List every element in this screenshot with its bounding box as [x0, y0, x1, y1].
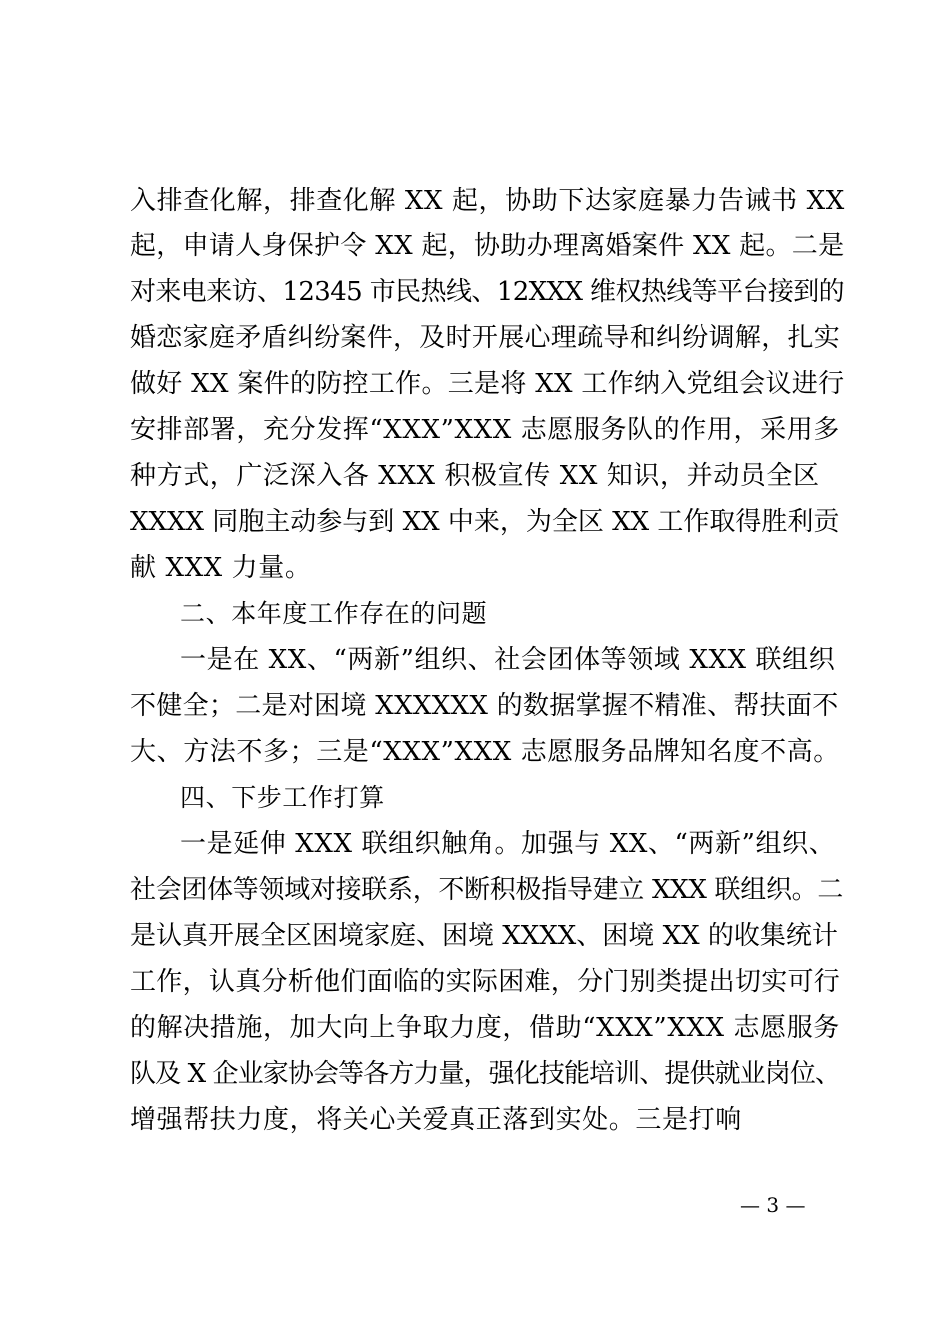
body-line: 不健全；二是对困境 XXXXXX 的数据掌握不精准、帮扶面不 — [130, 691, 839, 721]
body-line: 工作，认真分析他们面临的实际困难，分门别类提出切实可行 — [130, 967, 841, 997]
section-heading: 四、下步工作打算 — [180, 783, 385, 812]
body-line: 是认真开展全区困境家庭、困境 XXXX、困境 XX 的收集统计 — [130, 921, 838, 951]
body-line: 一是延伸 XXX 联组织触角。加强与 XX、“两新”组织、 — [180, 829, 836, 859]
body-line: 一是在 XX、“两新”组织、社会团体等领域 XXX 联组织 — [180, 645, 836, 675]
body-line: 增强帮扶力度，将关心关爱真正落到实处。三是打响 — [130, 1105, 742, 1135]
body-line: 入排查化解，排查化解 XX 起，协助下达家庭暴力告诫书 XX — [130, 186, 845, 216]
body-line: 做好 XX 案件的防控工作。三是将 XX 工作纳入党组会议进行 — [130, 369, 845, 399]
body-line: 的解决措施，加大向上争取力度，借助“XXX”XXX 志愿服务 — [130, 1013, 840, 1043]
body-line: 对来电来访、12345 市民热线、12XXX 维权热线等平台接到的 — [130, 277, 845, 307]
page-number: — 3 — — [740, 1193, 806, 1217]
body-line: 安排部署，充分发挥“XXX”XXX 志愿服务队的作用，采用多 — [130, 415, 840, 445]
body-line: 献 XXX 力量。 — [130, 553, 312, 583]
body-line: 队及 X 企业家协会等各方力量，强化技能培训、提供就业岗位、 — [130, 1059, 841, 1089]
body-line: 大、方法不多；三是“XXX”XXX 志愿服务品牌知名度不高。 — [130, 737, 840, 767]
body-line: 起，申请人身保护令 XX 起，协助办理离婚案件 XX 起。二是 — [130, 231, 845, 261]
body-line: 种方式，广泛深入各 XXX 积极宣传 XX 知识，并动员全区 — [130, 461, 820, 491]
body-line: XXXX 同胞主动参与到 XX 中来，为全区 XX 工作取得胜利贡 — [130, 507, 840, 537]
body-line: 社会团体等领域对接联系，不断积极指导建立 XXX 联组织。二 — [130, 875, 844, 905]
body-line: 婚恋家庭矛盾纠纷案件，及时开展心理疏导和纠纷调解，扎实 — [130, 323, 841, 353]
section-heading: 二、本年度工作存在的问题 — [180, 599, 488, 628]
